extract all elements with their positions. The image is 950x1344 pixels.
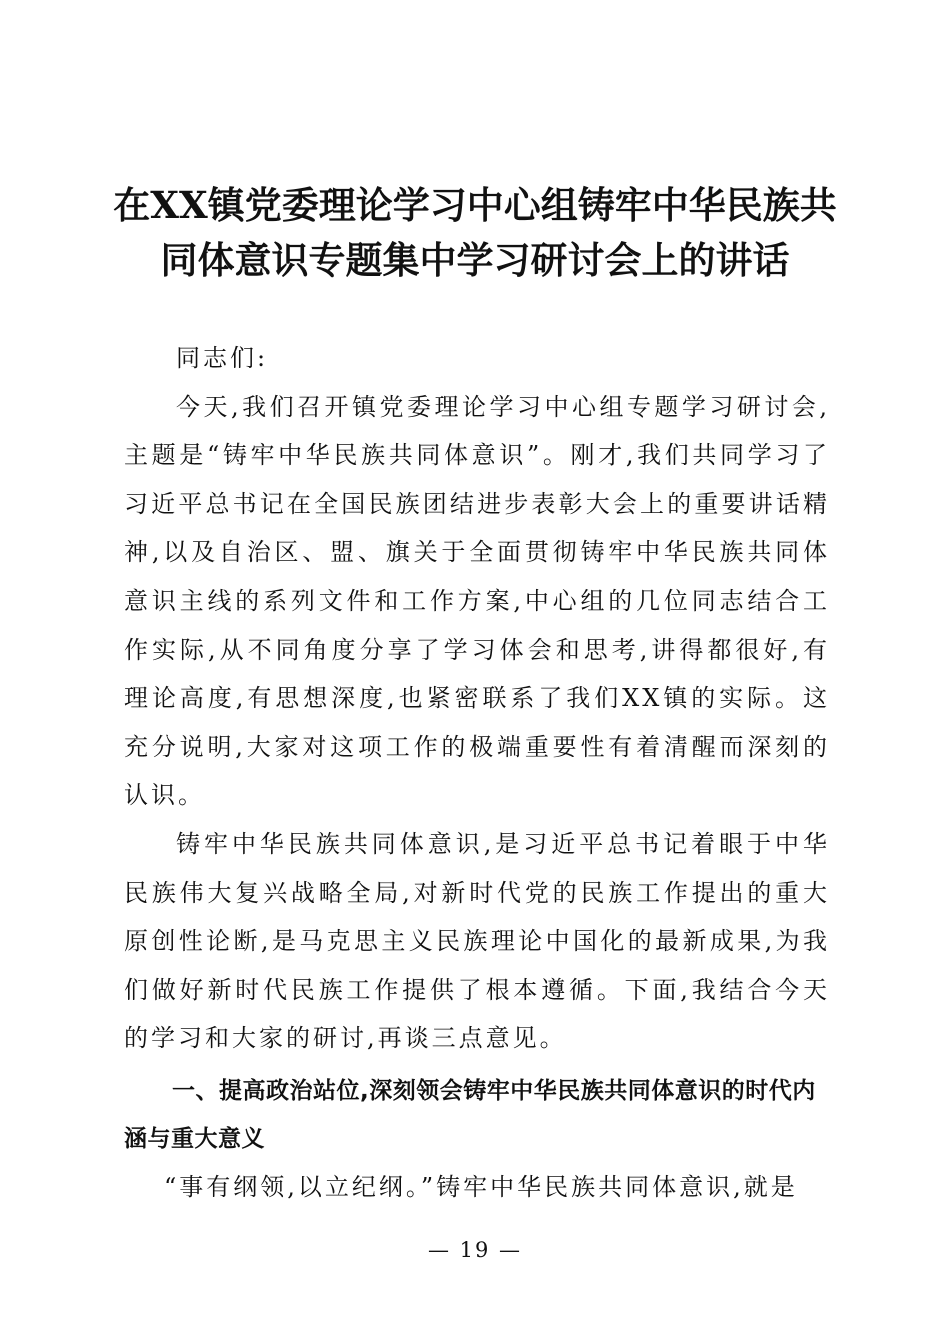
section-heading: 一、提高政治站位,深刻领会铸牢中华民族共同体意识的时代内涵与重大意义 xyxy=(124,1077,816,1152)
paragraph-3: “事有纲领,以立纪纲。”铸牢中华民族共同体意识,就是 xyxy=(164,1172,798,1201)
page-number: — 19 — xyxy=(427,1238,523,1262)
title-line-1: 在XX镇党委理论学习中心组铸牢中华民族共 xyxy=(113,183,837,227)
paragraph-1: 今天,我们召开镇党委理论学习中心组专题学习研讨会,主题是“铸牢中华民族共同体意识”。刚才,我们共同学习了习近平总书记在全国民族团结进步表彰大会上的重要讲话精神,以及自治区、盟、旗关于全面贯彻铸牢中华民族共同体意识主线的系列文件和工作方案,中心组的几位同志结合工作实际,从不同角度分享了学习体会和思考,讲得都很好,有理论高度,有思想深度,也紧密联系了我们XX镇的实际。这充分说明,大家对这项工作的极端重要性有着清醒而深刻的认识。 xyxy=(124,392,830,810)
paragraph-2: 铸牢中华民族共同体意识,是习近平总书记着眼于中华民族伟大复兴战略全局,对新时代党的民族工作提出的重大原创性论断,是马克思主义民族理论中国化的最新成果,为我们做好新时代民族工作提供了根本遵循。下面,我结合今天的学习和大家的研讨,再谈三点意见。 xyxy=(124,829,830,1053)
document-title xyxy=(110,178,840,288)
greeting: 同志们: xyxy=(176,344,269,372)
document-body xyxy=(124,334,830,1212)
title-line-2: 同体意识专题集中学习研讨会上的讲话 xyxy=(160,238,790,282)
